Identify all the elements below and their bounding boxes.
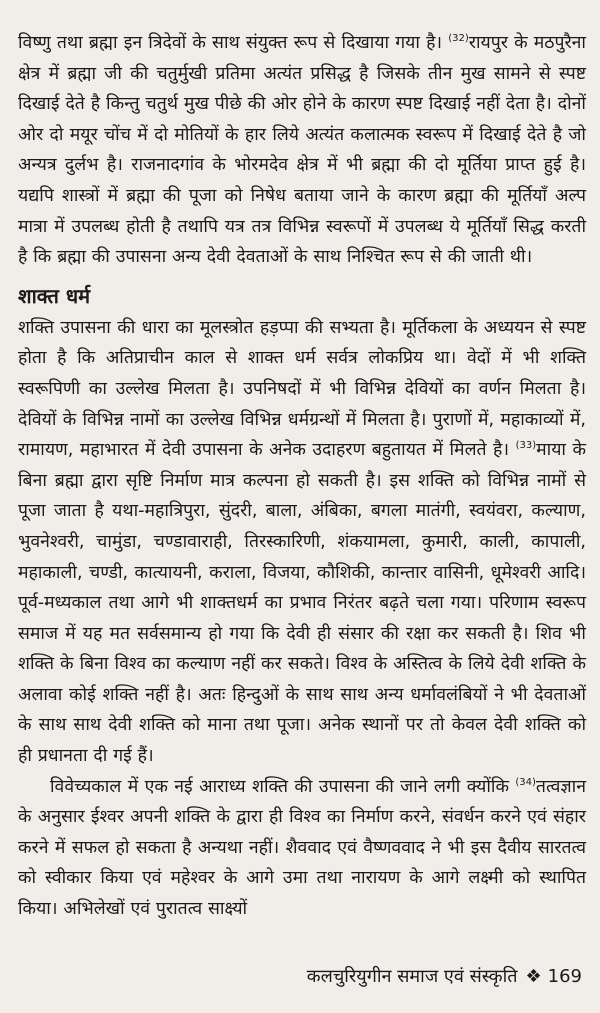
paragraph-text: तत्वज्ञान के अनुसार ईश्वर अपनी शक्ति के द्वारा ही विश्व का निर्माण करने, संवर्धन करने एवं संहार करने में सफल हो सकता है अन्यथा नहीं। शैववाद एवं वैष्णववाद ने भी इस दैवीय सारतत्व को स्वीकार किया एवं महेश्वर के आगे उमा तथा नारायण के आगे लक्ष्मी को स्थापित किया। अभिलेखों एवं पुरातत्व साक्ष्यों (18, 776, 586, 920)
ornament-icon: ❖ (525, 966, 542, 987)
paragraph-text: विष्णु तथा ब्रह्मा इन त्रिदेवों के साथ संयुक्त रूप से दिखाया गया है। (18, 33, 449, 53)
paragraph-text: शक्ति उपासना की धारा का मूलस्त्रोत हड़प्पा की सभ्यता है। मूर्तिकला के अध्ययन से स्पष्ट होता है कि अतिप्राचीन काल से शाक्त धर्म सर्वत्र लोकप्रिय था। वेदों में भी शक्ति स्वरूपिणी का उल्लेख मिलता है। उपनिषदों में भी विभिन्न देवियों का वर्णन मिलता है। देवियों के विभिन्न नामों का उल्लेख विभिन्न धर्मग्रन्थों में मिलता है। पुराणों में, महाकाव्यों में, रामायण, महाभारत में देवी उपासना के अनेक उदाहरण बहुतायत में मिलते है। (18, 317, 587, 461)
book-title: कलचुरियुगीन समाज एवं संस्कृति (306, 966, 518, 987)
paragraph-worship (18, 772, 586, 925)
page-number: 169 (547, 966, 582, 987)
footnote-ref-32: (32) (448, 33, 469, 45)
page-footer (307, 962, 582, 992)
footnote-ref-33: (33) (515, 440, 537, 452)
paragraph-brahma (18, 28, 586, 273)
section-heading: शाक्त धर्म (18, 283, 91, 308)
paragraph-text: माया के बिना ब्रह्मा द्वारा सृष्टि निर्माण मात्र कल्पना हो सकती है। इस शक्ति को विभिन्न नामों से पूजा जाता है यथा-महात्रिपुरा, सुंदरी, बाला, अंबिका, बगला मातंगी, स्वयंवरा, कल्याण, भुवनेश्वरी, चामुंडा, चण्डावाराही, तिरस्कारिणी, शंकयामला, कुमारी, काली, कापाली, महाकाली, चण्डी, कात्यायनी, कराला, विजया, कौशिकी, कान्तार वासिनी, धूमेश्वरी आदि। पूर्व-मध्यकाल तथा आगे भी शाक्तधर्म का प्रभाव निरंतर बढ़ते चला गया। परिणाम स्वरूप समाज में यह मत सर्वसमान्य हो गया कि देवी ही संसार की रक्षा कर सकती है। शिव भी शक्ति के बिना विश्व का कल्याण नहीं कर सकते। विश्व के अस्तित्व के लिये देवी शक्ति के अलावा कोई शक्ति नहीं है। अतः हिन्दुओं के साथ साथ अन्य धर्मावलंबियों ने भी देवताओं के साथ साथ देवी शक्ति को माना तथा पूजा। अनेक स्थानों पर तो केवल देवी शक्ति को ही प्रधानता दी गई हैं। (18, 440, 586, 767)
footnote-ref-34: (34) (515, 776, 536, 788)
paragraph-text: रायपुर के मठपुरैना क्षेत्र में ब्रह्मा जी की चतुर्मुखी प्रतिमा अत्यंत प्रसिद्ध है जिसके तीन मुख सामने से स्पष्ट दिखाई देते है किन्तु चतुर्थ मुख पीछे की ओर होने के कारण स्पष्ट दिखाई नहीं देता है। दोनों ओर दो मयूर चोंच में दो मोतियों के हार लिये अत्यंत कलात्मक स्वरूप में दिखाई देते है जो अन्यत्र दुर्लभ है। राजनादगांव के भोरमदेव क्षेत्र में भी ब्रह्मा की दो मूर्तिया प्राप्त हुई है। यद्यपि शास्त्रों में ब्रह्मा की पूजा को निषेध बताया जाने के कारण ब्रह्मा की मूर्तियाँ अल्प मात्रा में उपलब्ध होती है तथापि यत्र तत्र विभिन्न स्वरूपों में उपलब्ध ये मूर्तियाँ सिद्ध करती है कि ब्रह्मा की उपासना अन्य देवी देवताओं के साथ निश्चित रूप से की जाती थी। (18, 33, 586, 268)
paragraph-text: विवेच्यकाल में एक नई आराध्य शक्ति की उपासना की जाने लगी क्योंकि (50, 776, 516, 797)
paragraph-shakta (18, 313, 586, 772)
